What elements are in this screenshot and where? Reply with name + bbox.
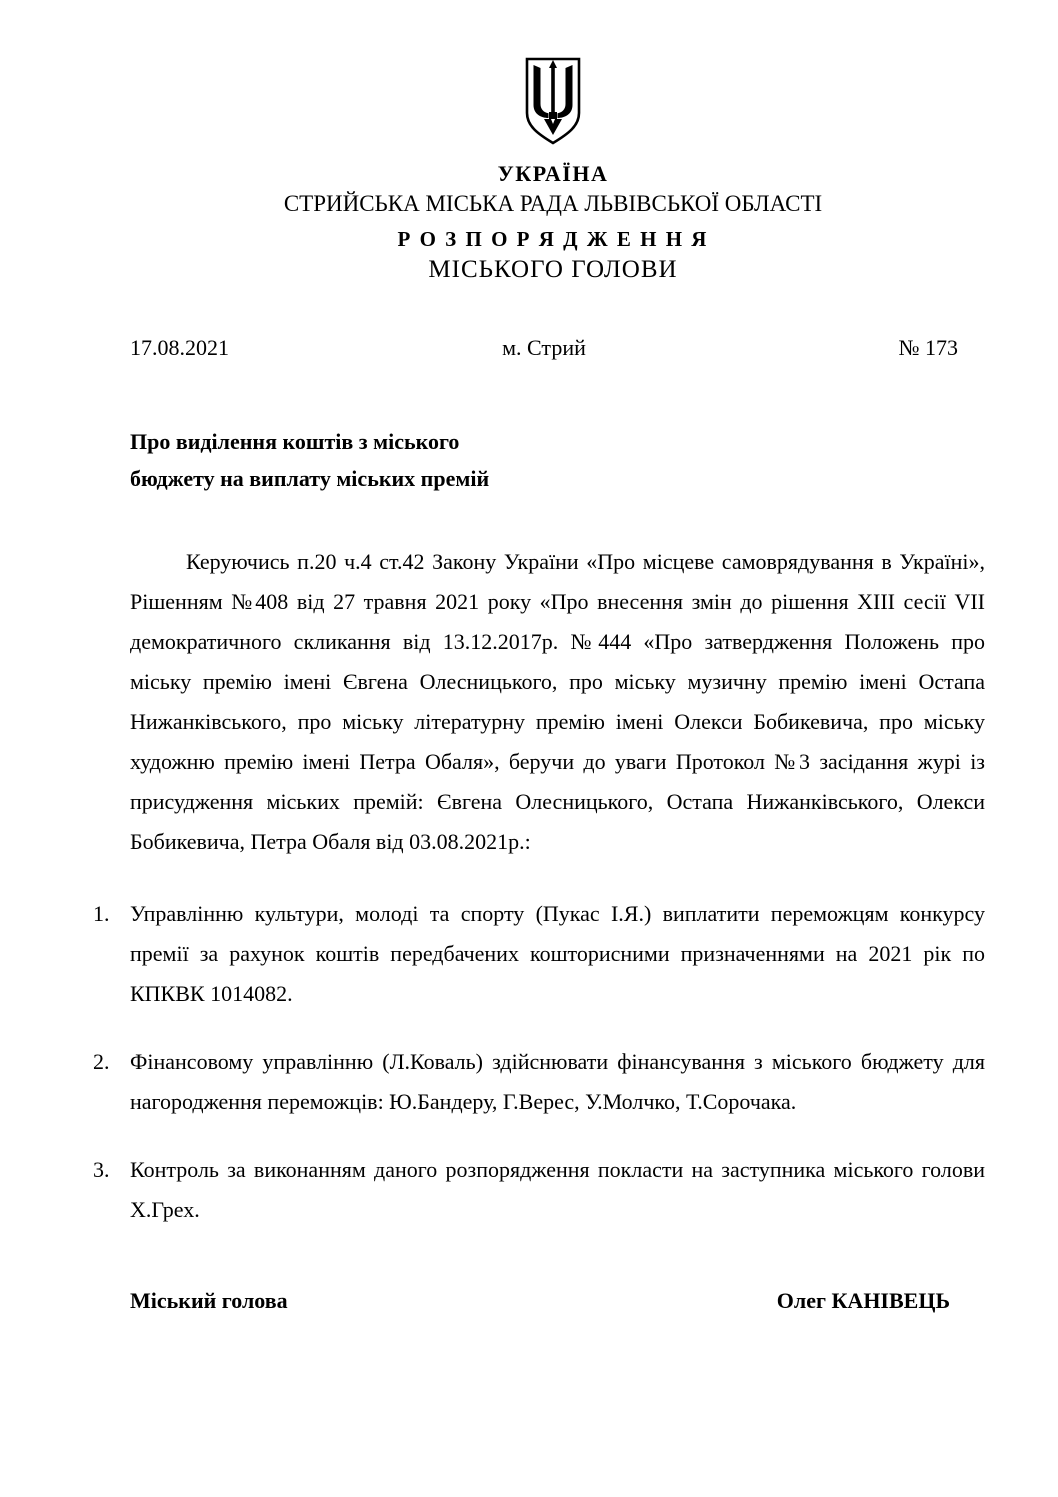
signature-row (130, 1288, 950, 1314)
document-date: 17.08.2021 (130, 335, 229, 360)
ordered-items (93, 894, 985, 1230)
document-author-title: МІСЬКОГО ГОЛОВИ (428, 256, 678, 283)
list-item (93, 1042, 985, 1122)
item-text: Контроль за виконанням даного розпорядження покласти на заступника міського голови Х.Грех. (130, 1157, 985, 1222)
item-text: Фінансовому управлінню (Л.Коваль) здійснювати фінансування з міського бюджету для нагородження переможців: Ю.Бандеру, Г.Верес, У.Молчко, Т.Сорочака. (130, 1049, 985, 1114)
subject-line-2: бюджету на виплату міських премій (130, 466, 490, 491)
item-text: Управлінню культури, молоді та спорту (Пукас І.Я.) виплатити переможцям конкурсу премії за рахунок коштів передбачених кошторисними призначеннями на 2021 рік по КПКВК 1014082. (130, 901, 985, 1006)
meta-row (130, 335, 958, 361)
subject-line-1: Про виділення коштів з міського (130, 429, 460, 454)
signer-name: Олег КАНІВЕЦЬ (776, 1288, 950, 1313)
document-number: № 173 (898, 335, 958, 360)
document-place: м. Стрий (502, 335, 586, 360)
ukraine-tryzub-shield-icon (522, 56, 584, 148)
council-name: СТРИЙСЬКА МІСЬКА РАДА ЛЬВІВСЬКОЇ ОБЛАСТІ (283, 191, 823, 216)
subject-heading (130, 423, 1058, 497)
item-number: 1. (93, 901, 110, 926)
item-number: 2. (93, 1049, 110, 1074)
signer-title: Міський голова (130, 1288, 288, 1313)
document-type-title: Р О З П О Р Я Д Ж Е Н Н Я (397, 227, 709, 251)
list-item (93, 1150, 985, 1230)
list-item (93, 894, 985, 1014)
country-name: УКРАЇНА (497, 161, 609, 186)
item-number: 3. (93, 1157, 110, 1182)
preamble-paragraph: Керуючись п.20 ч.4 ст.42 Закону України «Про місцеве самоврядування в Україні», Рішенням №408 від 27 травня 2021 року «Про внесення змін до рішення XIII сесії VII демократичного скликання від 13.12.2017р. №444 «Про затвердження Положень про міську премію імені Євгена Олесницького, про міську музичну премію імені Остапа Нижанківського, про міську літературну премію імені Олекси Бобикевича, про міську художню премію імені Петра Обаля», беручи до уваги Протокол №3 засідання журі із присудження міських премій: Євгена Олесницького, Остапа Нижанківського, Олекси Бобикевича, Петра Обаля від 03.08.2021р.: (130, 549, 985, 854)
document-header (48, 0, 1058, 284)
